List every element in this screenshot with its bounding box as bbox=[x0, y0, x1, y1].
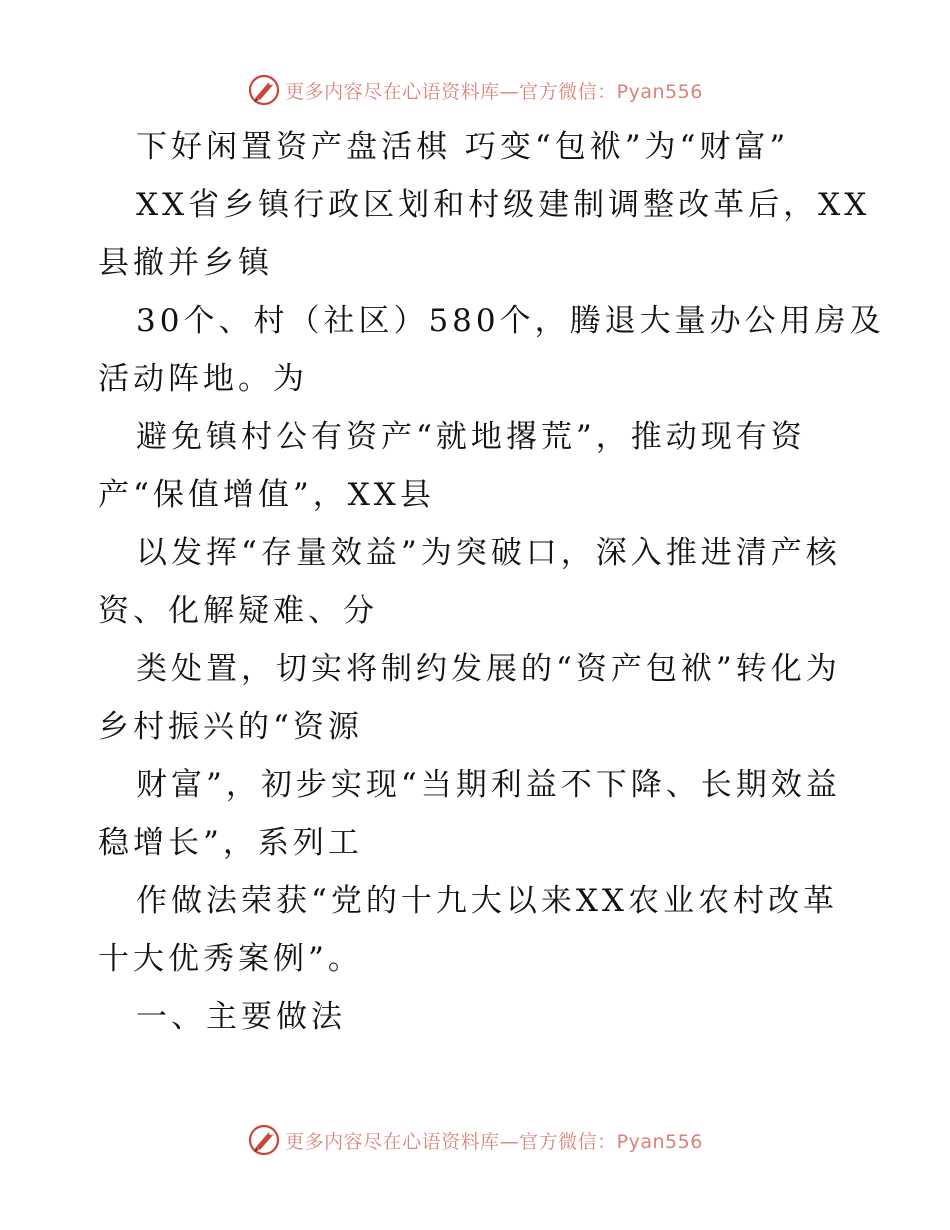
paragraph-line: 类处置，切实将制约发展的“资产包袱”转化为 bbox=[136, 651, 841, 687]
pen-logo-icon bbox=[247, 1123, 281, 1157]
paragraph-line: 产“保值增值”，XX县 bbox=[98, 477, 435, 513]
paragraph-line: 县撤并乡镇 bbox=[98, 245, 273, 281]
paragraph-line: 避免镇村公有资产“就地撂荒”，推动现有资 bbox=[136, 419, 806, 455]
footer-watermark bbox=[0, 1120, 950, 1160]
pen-logo-icon bbox=[247, 73, 281, 107]
paragraph-line: 30个、村（社区）580个，腾退大量办公用房及 bbox=[136, 303, 885, 339]
watermark-text: 更多内容尽在心语资料库—官方微信：Pyan556 bbox=[285, 80, 703, 103]
paragraph-line: 以发挥“存量效益”为突破口，深入推进清产核 bbox=[136, 535, 841, 571]
watermark-text: 更多内容尽在心语资料库—官方微信：Pyan556 bbox=[285, 1130, 703, 1153]
document-title: 下好闲置资产盘活棋 巧变“包袱”为“财富” bbox=[136, 129, 790, 165]
document-body bbox=[98, 118, 885, 1046]
paragraph-line: 财富”，初步实现“当期利益不下降、长期效益 bbox=[136, 767, 841, 803]
paragraph-line: 稳增长”，系列工 bbox=[98, 825, 363, 861]
header-watermark bbox=[0, 70, 950, 110]
paragraph-line: XX省乡镇行政区划和村级建制调整改革后，XX bbox=[136, 187, 871, 223]
paragraph-line: 活动阵地。为 bbox=[98, 361, 308, 397]
paragraph-line: 十大优秀案例”。 bbox=[98, 941, 363, 977]
paragraph-line: 乡村振兴的“资源 bbox=[98, 709, 363, 745]
section-heading: 一、主要做法 bbox=[136, 999, 346, 1035]
paragraph-line: 资、化解疑难、分 bbox=[98, 593, 378, 629]
paragraph-line: 作做法荣获“党的十九大以来XX农业农村改革 bbox=[136, 883, 838, 919]
